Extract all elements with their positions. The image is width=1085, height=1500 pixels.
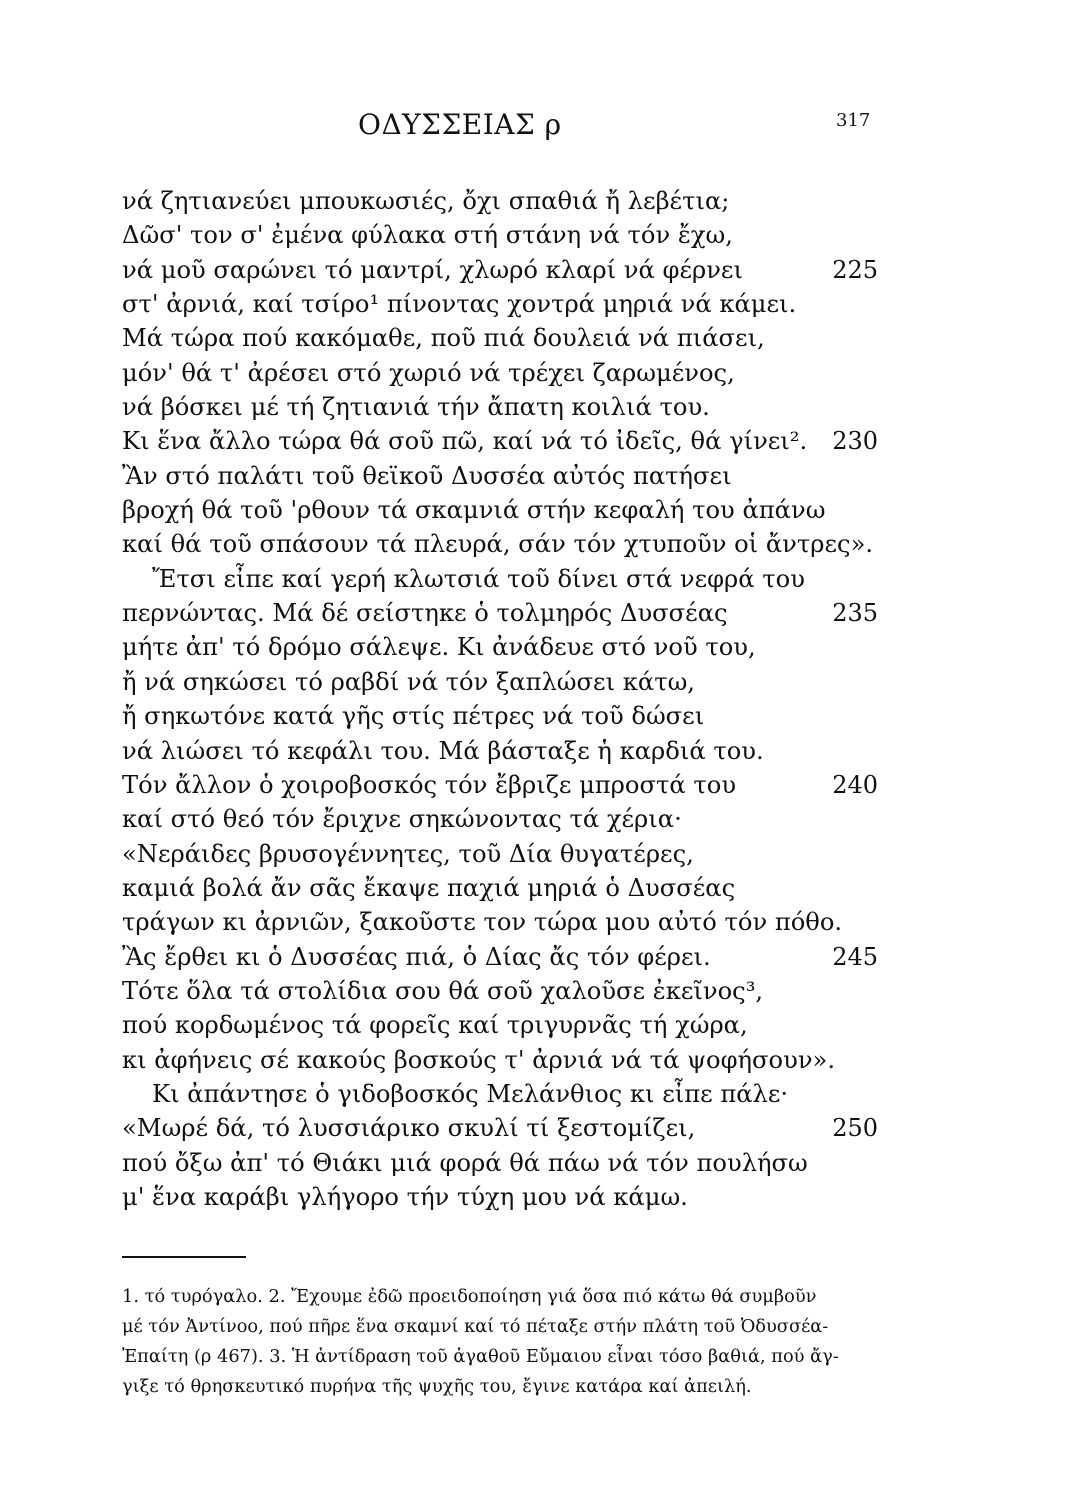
verse-line — [122, 1077, 882, 1111]
verse-text: μήτε ἀπ' τό δρόμο σάλεψε. Κι ἀνάδευε στό νοῦ του, — [122, 633, 756, 662]
verse-line — [122, 493, 882, 527]
verse-line — [122, 905, 882, 939]
verse-line — [122, 321, 882, 355]
verse-line — [122, 527, 882, 561]
verse-text: περνώντας. Μά δέ σείστηκε ὁ τολμηρός Δυσσέας — [122, 599, 728, 628]
verse-text: πού κορδωμένος τά φορεῖς καί τριγυρνᾶς τή χώρα, — [122, 1011, 748, 1040]
line-number: 245 — [832, 942, 878, 971]
verse-line — [122, 253, 882, 287]
verse-text: καί θά τοῦ σπάσουν τά πλευρά, σάν τόν χτυποῦν οἱ ἄντρες». — [122, 530, 874, 559]
verse-line — [122, 940, 882, 974]
verse-line — [122, 974, 882, 1008]
poem-text — [122, 184, 882, 1214]
line-number: 230 — [832, 427, 878, 456]
footnote-line: γιξε τό θρησκευτικό πυρήνα τῆς ψυχῆς του, ἔγινε κατάρα καί ἀπειλή. — [122, 1376, 752, 1397]
page-number: 317 — [836, 110, 871, 131]
verse-line — [122, 184, 882, 218]
verse-text: Δῶσ' τον σ' ἐμένα φύλακα στή στάνη νά τόν ἔχω, — [122, 221, 733, 250]
verse-line — [122, 1180, 882, 1214]
verse-text: νά ζητιανεύει μπουκωσιές, ὄχι σπαθιά ἤ λεβέτια; — [122, 187, 730, 215]
verse-text: Μά τώρα πού κακόμαθε, ποῦ πιά δουλειά νά πιάσει, — [122, 324, 765, 353]
verse-text: «Νεράιδες βρυσογέννητες, τοῦ Δία θυγατέρες, — [122, 839, 694, 868]
verse-text: Ἂν στό παλάτι τοῦ θεϊκοῦ Δυσσέα αὐτός πατήσει — [122, 461, 732, 490]
verse-text: βροχή θά τοῦ 'ρθουν τά σκαμνιά στήν κεφαλή του ἀπάνω — [122, 496, 826, 525]
verse-line — [122, 837, 882, 871]
verse-text: νά μοῦ σαρώνει τό μαντρί, χλωρό κλαρί νά φέρνει — [122, 255, 743, 284]
verse-text: μόν' θά τ' ἀρέσει στό χωριό νά τρέχει ζαρωμένος, — [122, 358, 735, 387]
verse-line — [122, 218, 882, 252]
verse-line — [122, 871, 882, 905]
verse-line — [122, 1146, 882, 1180]
verse-line — [122, 802, 882, 836]
verse-line — [122, 287, 882, 321]
verse-text: ἤ σηκωτόνε κατά γῆς στίς πέτρες νά τοῦ δώσει — [122, 702, 705, 731]
verse-line — [122, 734, 882, 768]
verse-text: Ἂς ἔρθει κι ὁ Δυσσέας πιά, ὁ Δίας ἄς τόν φέρει. — [122, 942, 711, 971]
footnote-rule — [122, 1256, 246, 1258]
footnote-line: 1. τό τυρόγαλο. 2. Ἔχουμε ἐδῶ προειδοποίηση γιά ὅσα πιό κάτω θά συμβοῦν — [122, 1286, 817, 1307]
verse-text: Τόν ἄλλον ὁ χοιροβοσκός τόν ἔβριζε μπροστά του — [122, 770, 737, 799]
verse-line — [122, 1111, 882, 1145]
verse-line — [122, 596, 882, 630]
verse-line — [122, 768, 882, 802]
running-header-title: ΟΔΥΣΣΕΙΑΣ ρ — [358, 108, 562, 141]
line-number: 225 — [832, 255, 878, 284]
verse-text: καμιά βολά ἄν σᾶς ἔκαψε παχιά μηριά ὁ Δυσσέας — [122, 873, 736, 902]
line-number: 240 — [832, 770, 878, 799]
verse-line — [122, 356, 882, 390]
verse-text: Κι ἕνα ἄλλο τώρα θά σοῦ πῶ, καί νά τό ἰδεῖς, θά γίνει². — [122, 427, 808, 456]
verse-line — [122, 459, 882, 493]
verse-text: στ' ἀρνιά, καί τσίρο¹ πίνοντας χοντρά μηριά νά κάμει. — [122, 290, 797, 319]
verse-text: καί στό θεό τόν ἔριχνε σηκώνοντας τά χέρια· — [122, 805, 682, 834]
footnote-line: Ἐπαίτη (ρ 467). 3. Ἡ ἀντίδραση τοῦ ἀγαθοῦ Εὔμαιου εἶναι τόσο βαθιά, πού ἄγ- — [122, 1346, 839, 1367]
verse-text: Ἔτσι εἶπε καί γερή κλωτσιά τοῦ δίνει στά νεφρά του — [152, 564, 805, 593]
verse-line — [122, 665, 882, 699]
verse-text: Κι ἀπάντησε ὁ γιδοβοσκός Μελάνθιος κι εἶπε πάλε· — [152, 1079, 789, 1108]
footnotes — [122, 1282, 884, 1402]
verse-line — [122, 630, 882, 664]
verse-line — [122, 562, 882, 596]
verse-text: νά βόσκει μέ τή ζητιανιά τήν ἄπατη κοιλιά του. — [122, 393, 710, 422]
verse-text: ἤ νά σηκώσει τό ραβδί νά τόν ξαπλώσει κάτω, — [122, 667, 695, 696]
verse-text: Τότε ὅλα τά στολίδια σου θά σοῦ χαλοῦσε ἐκεῖνος³, — [122, 976, 764, 1005]
line-number: 235 — [832, 599, 878, 628]
verse-line — [122, 1043, 882, 1077]
verse-text: κι ἀφήνεις σέ κακούς βοσκούς τ' ἀρνιά νά τά ψοφήσουν». — [122, 1045, 836, 1074]
verse-text: πού ὄξω ἀπ' τό Θιάκι μιά φορά θά πάω νά τόν πουλήσω — [122, 1148, 808, 1177]
verse-text: τράγων κι ἀρνιῶν, ξακοῦστε τον τώρα μου αὐτό τόν πόθο. — [122, 908, 843, 937]
verse-line — [122, 699, 882, 733]
verse-text: «Μωρέ δά, τό λυσσιάρικο σκυλί τί ξεστομίζει, — [122, 1114, 696, 1143]
footnote-line: μέ τόν Ἀντίνοο, πού πῆρε ἕνα σκαμνί καί τό πέταξε στήν πλάτη τοῦ Ὀδυσσέα- — [122, 1316, 829, 1337]
verse-text: νά λιώσει τό κεφάλι του. Μά βάσταξε ἡ καρδιά του. — [122, 736, 764, 765]
verse-text: μ' ἕνα καράβι γλήγορο τήν τύχη μου νά κάμω. — [122, 1182, 688, 1211]
verse-line — [122, 1008, 882, 1042]
verse-line — [122, 424, 882, 458]
line-number: 250 — [832, 1114, 878, 1143]
verse-line — [122, 390, 882, 424]
